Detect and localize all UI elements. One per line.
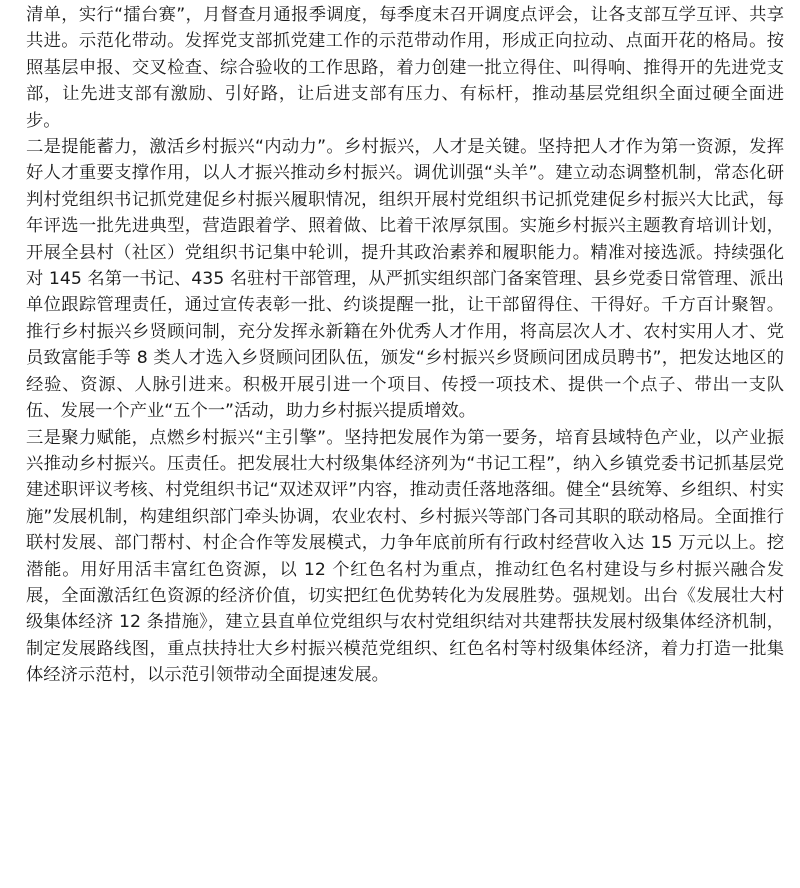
- paragraph-1: 清单，实行“擂台赛”，月督查月通报季调度，每季度末召开调度点评会，让各支部互学互评、共享共进。示范化带动。发挥党支部抓党建工作的示范带动作用，形成正向拉动、点面开花的格局。按照基层申报、交叉检查、综合验收的工作思路，着力创建一批立得住、叫得响、推得开的先进党支部，让先进支部有激励、引好路，让后进支部有压力、有标杆，推动基层党组织全面过硬全面进步。: [26, 5, 784, 131]
- paragraph-2: 二是提能蓄力，激活乡村振兴“内动力”。乡村振兴，人才是关键。坚持把人才作为第一资源，发挥好人才重要支撑作用，以人才振兴推动乡村振兴。调优训强“头羊”。建立动态调整机制，常态化研判村党组织书记抓党建促乡村振兴履职情况，组织开展村党组织书记抓党建促乡村振兴大比武，每年评选一批先进典型，营造跟着学、照着做、比着干浓厚氛围。实施乡村振兴主题教育培训计划，开展全县村（社区）党组织书记集中轮训，提升其政治素养和履职能力。精准对接选派。持续强化对 145 名第一书记、435 名驻村干部管理，从严抓实组织部门备案管理、县乡党委日常管理、派出单位跟踪管理责任，通过宣传表彰一批、约谈提醒一批，让干部留得住、干得好。千方百计聚智。推行乡村振兴乡贤顾问制，充分发挥永新籍在外优秀人才作用，将高层次人才、农村实用人才、党员致富能手等 8 类人才选入乡贤顾问团队伍，颁发“乡村振兴乡贤顾问团成员聘书”，把发达地区的经验、资源、人脉引进来。积极开展引进一个项目、传授一项技术、提供一个点子、带出一支队伍、发展一个产业“五个一”活动，助力乡村振兴提质增效。: [26, 137, 784, 422]
- paragraph-3: 三是聚力赋能，点燃乡村振兴“主引擎”。坚持把发展作为第一要务，培育县域特色产业，以产业振兴推动乡村振兴。压责任。把发展壮大村级集体经济列为“书记工程”，纳入乡镇党委书记抓基层党建述职评议考核、村党组织书记“双述双评”内容，推动责任落地落细。健全“县统筹、乡组织、村实施”发展机制，构建组织部门牵头协调，农业农村、乡村振兴等部门各司其职的联动格局。全面推行联村发展、部门帮村、村企合作等发展模式，力争年底前所有行政村经营收入达 15 万元以上。挖潜能。用好用活丰富红色资源，以 12 个红色名村为重点，推动红色名村建设与乡村振兴融合发展，全面激活红色资源的经济价值，切实把红色优势转化为发展胜势。强规划。出台《发展壮大村级集体经济 12 条措施》，建立县直单位党组织与农村党组织结对共建帮扶发展村级集体经济机制，制定发展路线图，重点扶持壮大乡村振兴模范党组织、红色名村等村级集体经济，着力打造一批集体经济示范村，以示范引领带动全面提速发展。: [26, 427, 784, 686]
- document-body: [26, 2, 784, 689]
